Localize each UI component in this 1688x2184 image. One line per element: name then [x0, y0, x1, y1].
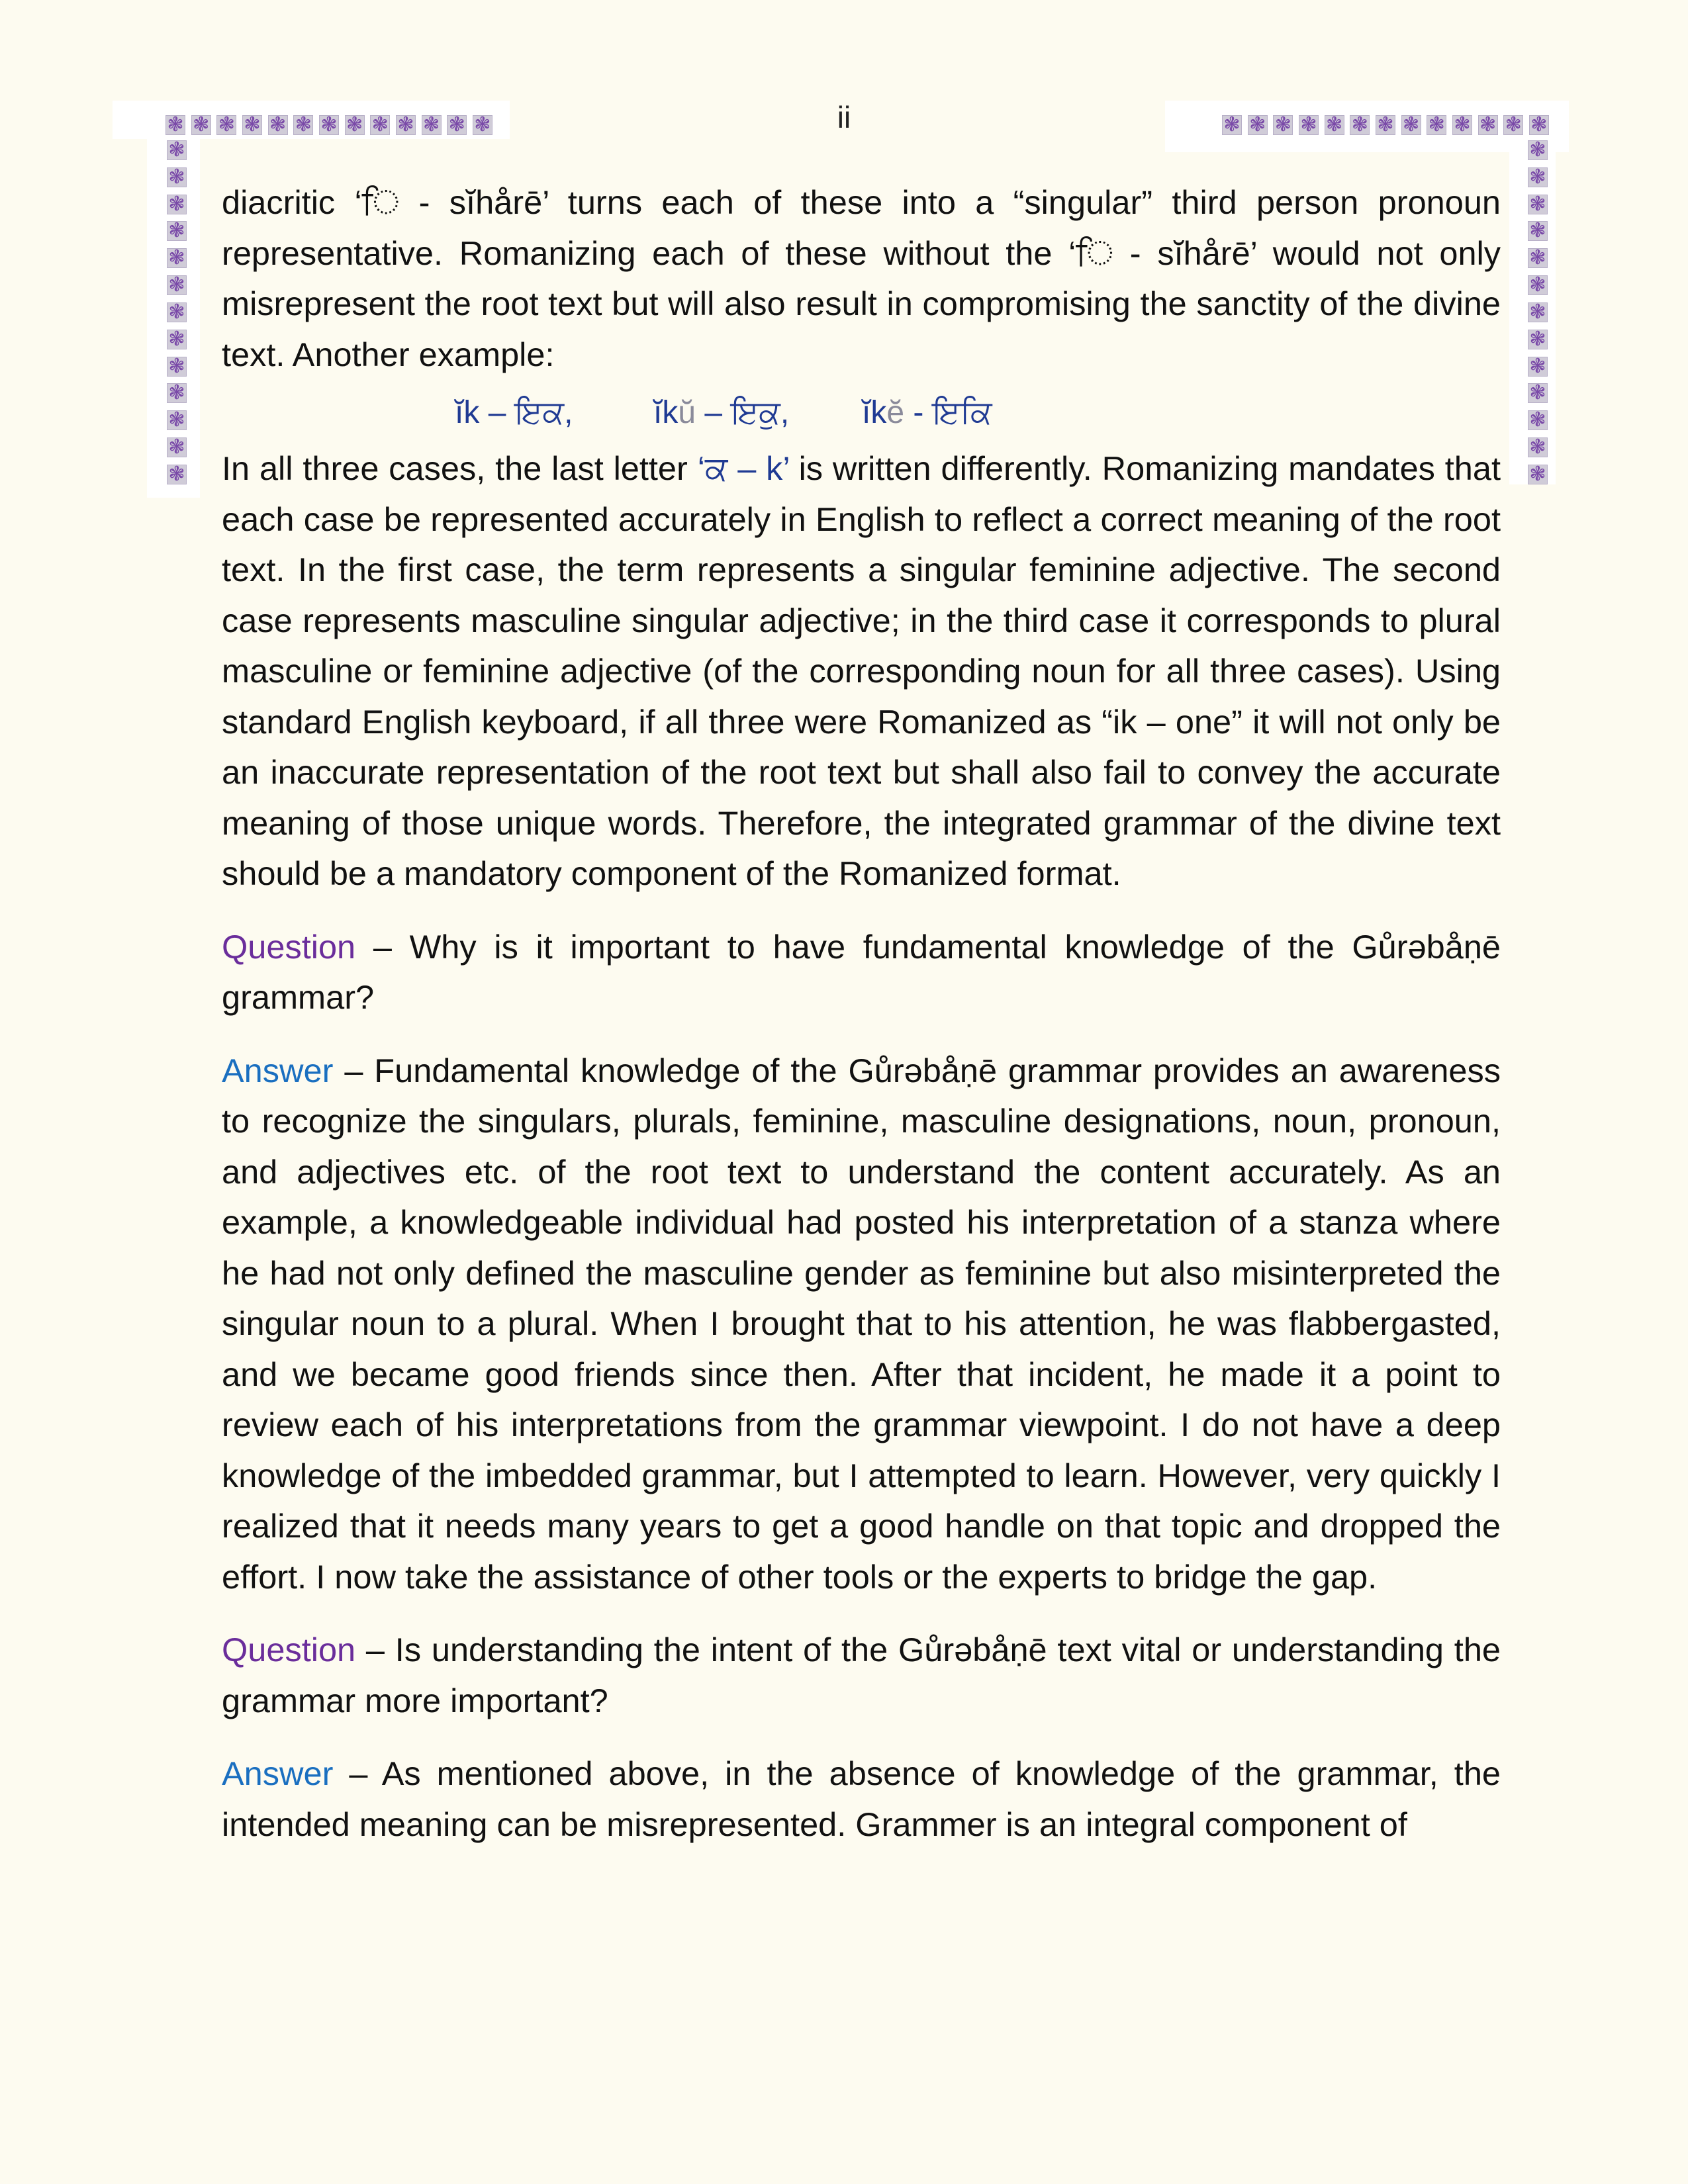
flower-border-icon: ❃: [447, 115, 467, 135]
flower-border-icon: ❃: [1427, 115, 1446, 135]
flower-border-icon: ❃: [167, 275, 187, 295]
flower-border-icon: ❃: [345, 115, 365, 135]
flower-border-icon: ❃: [473, 115, 492, 135]
answer-label: Answer: [222, 1051, 334, 1089]
answer-1: Answer – Fundamental knowledge of the Gůrəbåṇē grammar provides an awareness to recognize the singulars, plurals, feminine, masculine designations, noun, pronoun, and adjectives etc. of the root text to understand the content accurately. As an example, a knowledgeable individual had posted his interpretation of a stanza where he had not only defined the masculine gender as feminine but also misinterpreted the singular noun to a plural. When I brought that to his attention, he was flabbergasted, and we became good friends since then. After that incident, he made it a point to review each of his interpretations from the grammar viewpoint. I do not have a deep knowledge of the imbedded grammar, but I attempted to learn. However, very quickly I realized that it needs many years to get a good handle on that topic and dropped the effort. I now take the assistance of other tools or the experts to bridge the gap.: [222, 1051, 1501, 1596]
example-1: ĭk – ਇਕ,: [455, 395, 573, 430]
cases-paragraph: In all three cases, the last letter ‘ਕ – k’ is written differently. Romanizing mandates that each case be represented accurately in English to reflect a correct meaning of the root text. In the first case, the term represents a singular feminine adjective. The second case represents masculine singular adjective; in the third case it corresponds to plural masculine or feminine adjective (of the corresponding noun for all three cases). Using standard English keyboard, if all three were Romanized as “ik – one” it will not only be an inaccurate representation of the root text but shall also fail to convey the accurate meaning of those unique words. Therefore, the integrated grammar of the divine text should be a mandatory component of the Romanized format.: [222, 449, 1501, 892]
flower-border-icon: ❃: [1299, 115, 1319, 135]
flower-border-icon: ❃: [167, 437, 187, 457]
flower-border-icon: ❃: [167, 410, 187, 430]
flower-border-right: [1526, 140, 1549, 484]
flower-border-icon: ❃: [422, 115, 442, 135]
flower-border-icon: ❃: [1528, 437, 1548, 457]
flower-border-icon: ❃: [268, 115, 288, 135]
flower-border-icon: ❃: [1528, 221, 1548, 241]
flower-border-icon: ❃: [1528, 410, 1548, 430]
flower-border-icon: ❃: [1528, 383, 1548, 403]
flower-border-left: [165, 140, 188, 484]
flower-border-icon: ❃: [1478, 115, 1498, 135]
flower-border-icon: ❃: [1350, 115, 1370, 135]
flower-border-icon: ❃: [167, 167, 187, 187]
flower-border-icon: ❃: [1325, 115, 1344, 135]
flower-border-icon: ❃: [1452, 115, 1472, 135]
flower-border-icon: ❃: [167, 302, 187, 322]
page-number: ii: [837, 100, 851, 134]
flower-border-icon: ❃: [1503, 115, 1523, 135]
flower-border-icon: ❃: [1401, 115, 1421, 135]
flower-border-icon: ❃: [1528, 195, 1548, 214]
flower-border-icon: ❃: [319, 115, 339, 135]
flower-border-icon: ❃: [1528, 140, 1548, 160]
flower-border-icon: ❃: [167, 195, 187, 214]
flower-border-icon: ❃: [1529, 115, 1549, 135]
flower-border-icon: ❃: [167, 383, 187, 403]
flower-border-icon: ❃: [1528, 330, 1548, 349]
flower-border-icon: ❃: [1528, 357, 1548, 377]
flower-border-icon: ❃: [191, 115, 211, 135]
flower-border-icon: ❃: [1528, 167, 1548, 187]
question-1: Question – Why is it important to have fundamental knowledge of the Gůrəbåṇē grammar?: [222, 927, 1501, 1016]
example-3: ĭkĕ - ਇਕਿ: [862, 395, 992, 430]
intro-paragraph: diacritic ‘ਿ - sĭhårē’ turns each of these into a “singular” third person pronoun representative. Romanizing each of these without the ‘ਿ - sĭhårē’ would not only misrepresent the root text but will also result in compromising the sanctity of the divine text. Another example:: [222, 183, 1501, 373]
answer-label: Answer: [222, 1754, 334, 1792]
flower-border-icon: ❃: [1273, 115, 1293, 135]
flower-border-icon: ❃: [167, 248, 187, 268]
example-2: ĭkŭ – ਇਕੁ,: [653, 395, 790, 430]
flower-border-icon: ❃: [167, 140, 187, 160]
flower-border-icon: ❃: [293, 115, 313, 135]
flower-border-icon: ❃: [167, 330, 187, 349]
flower-border-icon: ❃: [216, 115, 236, 135]
flower-border-icon: ❃: [396, 115, 416, 135]
example-row: [222, 380, 1501, 443]
flower-border-icon: ❃: [1376, 115, 1395, 135]
question-2: Question – Is understanding the intent of the Gůrəbåṇē text vital or understanding the grammar more important?: [222, 1631, 1501, 1719]
flower-border-icon: ❃: [1528, 275, 1548, 295]
flower-border-icon: ❃: [167, 357, 187, 377]
flower-border-icon: ❃: [1248, 115, 1268, 135]
flower-border-icon: ❃: [370, 115, 390, 135]
flower-border-icon: ❃: [167, 465, 187, 484]
flower-border-icon: ❃: [1528, 248, 1548, 268]
answer-2: Answer – As mentioned above, in the absence of knowledge of the grammar, the intended meaning can be misrepresented. Grammer is an integral component of: [222, 1754, 1501, 1843]
flower-border-icon: ❃: [1528, 302, 1548, 322]
flower-border-icon: ❃: [1222, 115, 1242, 135]
letter-highlight: ‘ਕ – k’: [697, 449, 789, 487]
document-body: [222, 177, 1501, 1850]
flower-border-icon: ❃: [165, 115, 185, 135]
flower-border-icon: ❃: [242, 115, 262, 135]
question-label: Question: [222, 927, 356, 966]
question-label: Question: [222, 1631, 356, 1668]
flower-border-icon: ❃: [167, 221, 187, 241]
flower-border-icon: ❃: [1528, 465, 1548, 484]
